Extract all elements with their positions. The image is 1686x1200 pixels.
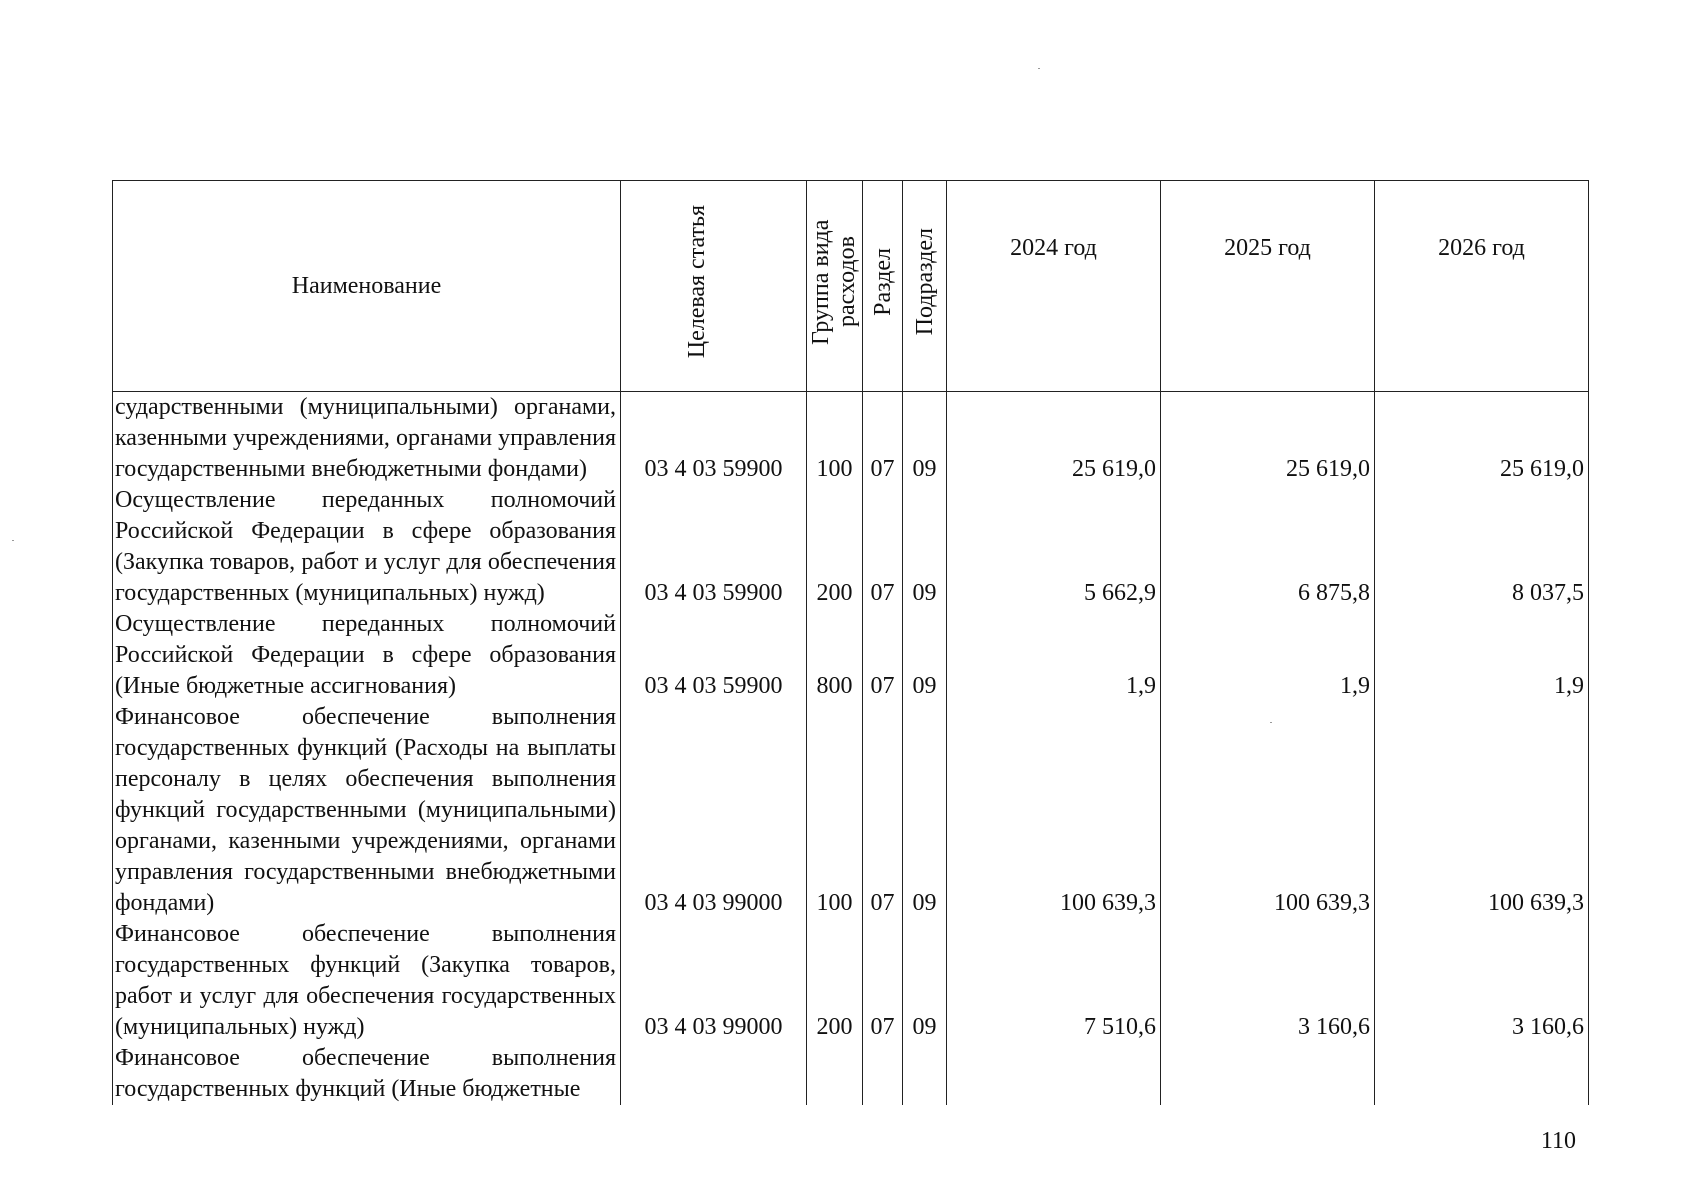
row-subsection: 09 [903,392,947,486]
row-2024: 1,9 [947,609,1161,702]
header-2026: 2026 год [1375,181,1589,392]
header-name: Наименование [113,181,621,392]
row-code: 03 4 03 99000 [621,702,807,919]
scan-speck [12,540,14,541]
header-subsection-text: Подраздел [911,227,938,336]
scan-speck [1270,722,1272,723]
row-2024 [947,1043,1161,1105]
row-2024: 100 639,3 [947,702,1161,919]
row-section [863,1043,903,1105]
row-2025: 25 619,0 [1161,392,1375,486]
table-row [113,485,1589,609]
table-row [113,1043,1589,1105]
row-code [621,1043,807,1105]
row-group: 200 [807,919,863,1043]
row-section: 07 [863,919,903,1043]
row-2026: 3 160,6 [1375,919,1589,1043]
table-row [113,609,1589,702]
header-section [863,181,903,392]
header-target-article [621,181,807,392]
scan-speck [1038,68,1040,69]
row-2026: 100 639,3 [1375,702,1589,919]
row-group: 100 [807,392,863,486]
row-section: 07 [863,609,903,702]
row-subsection [903,1043,947,1105]
row-group: 200 [807,485,863,609]
table-row [113,392,1589,486]
row-name: сударственными (муниципальными) органами, казенными учреждениями, органами управления государственными внебюджетными фондами) [113,392,621,486]
row-2025: 100 639,3 [1161,702,1375,919]
header-section-text: Раздел [869,247,896,316]
header-2024: 2024 год [947,181,1161,392]
row-2024: 25 619,0 [947,392,1161,486]
table-row [113,702,1589,919]
header-target-article-text: Целевая статья [683,204,710,359]
header-expense-group [807,181,863,392]
row-section: 07 [863,392,903,486]
row-2025: 6 875,8 [1161,485,1375,609]
row-2026 [1375,1043,1589,1105]
row-2026: 25 619,0 [1375,392,1589,486]
header-row [113,181,1589,392]
row-name: Финансовое обеспечение выполнения государственных функций (Закупка товаров, работ и услуг для обеспечения государственных (муниципальных) нужд) [113,919,621,1043]
header-expense-group-text: Группа вида расходов [807,218,860,345]
row-2025 [1161,1043,1375,1105]
row-code: 03 4 03 59900 [621,485,807,609]
row-name: Финансовое обеспечение выполнения государственных функций (Иные бюджетные [113,1043,621,1105]
row-group: 800 [807,609,863,702]
row-2024: 5 662,9 [947,485,1161,609]
row-2026: 1,9 [1375,609,1589,702]
row-subsection: 09 [903,919,947,1043]
row-section: 07 [863,485,903,609]
row-code: 03 4 03 59900 [621,392,807,486]
row-code: 03 4 03 59900 [621,609,807,702]
row-2025: 3 160,6 [1161,919,1375,1043]
row-section: 07 [863,702,903,919]
row-subsection: 09 [903,485,947,609]
row-subsection: 09 [903,702,947,919]
row-subsection: 09 [903,609,947,702]
row-2024: 7 510,6 [947,919,1161,1043]
row-group: 100 [807,702,863,919]
row-group [807,1043,863,1105]
header-2025: 2025 год [1161,181,1375,392]
row-name: Осуществление переданных полномочий Российской Федерации в сфере образования (Иные бюджетные ассигнования) [113,609,621,702]
table-row [113,919,1589,1043]
row-code: 03 4 03 99000 [621,919,807,1043]
row-2025: 1,9 [1161,609,1375,702]
row-name: Осуществление переданных полномочий Российской Федерации в сфере образования (Закупка товаров, работ и услуг для обеспечения государственных (муниципальных) нужд) [113,485,621,609]
row-2026: 8 037,5 [1375,485,1589,609]
budget-table [112,180,1589,1105]
page-number: 110 [1540,1128,1576,1154]
row-name: Финансовое обеспечение выполнения государственных функций (Расходы на выплаты персоналу в целях обеспечения выполнения функций государственными (муниципальными) органами, казенными учреждениями, органами управления государственными внебюджетными фондами) [113,702,621,919]
header-subsection [903,181,947,392]
